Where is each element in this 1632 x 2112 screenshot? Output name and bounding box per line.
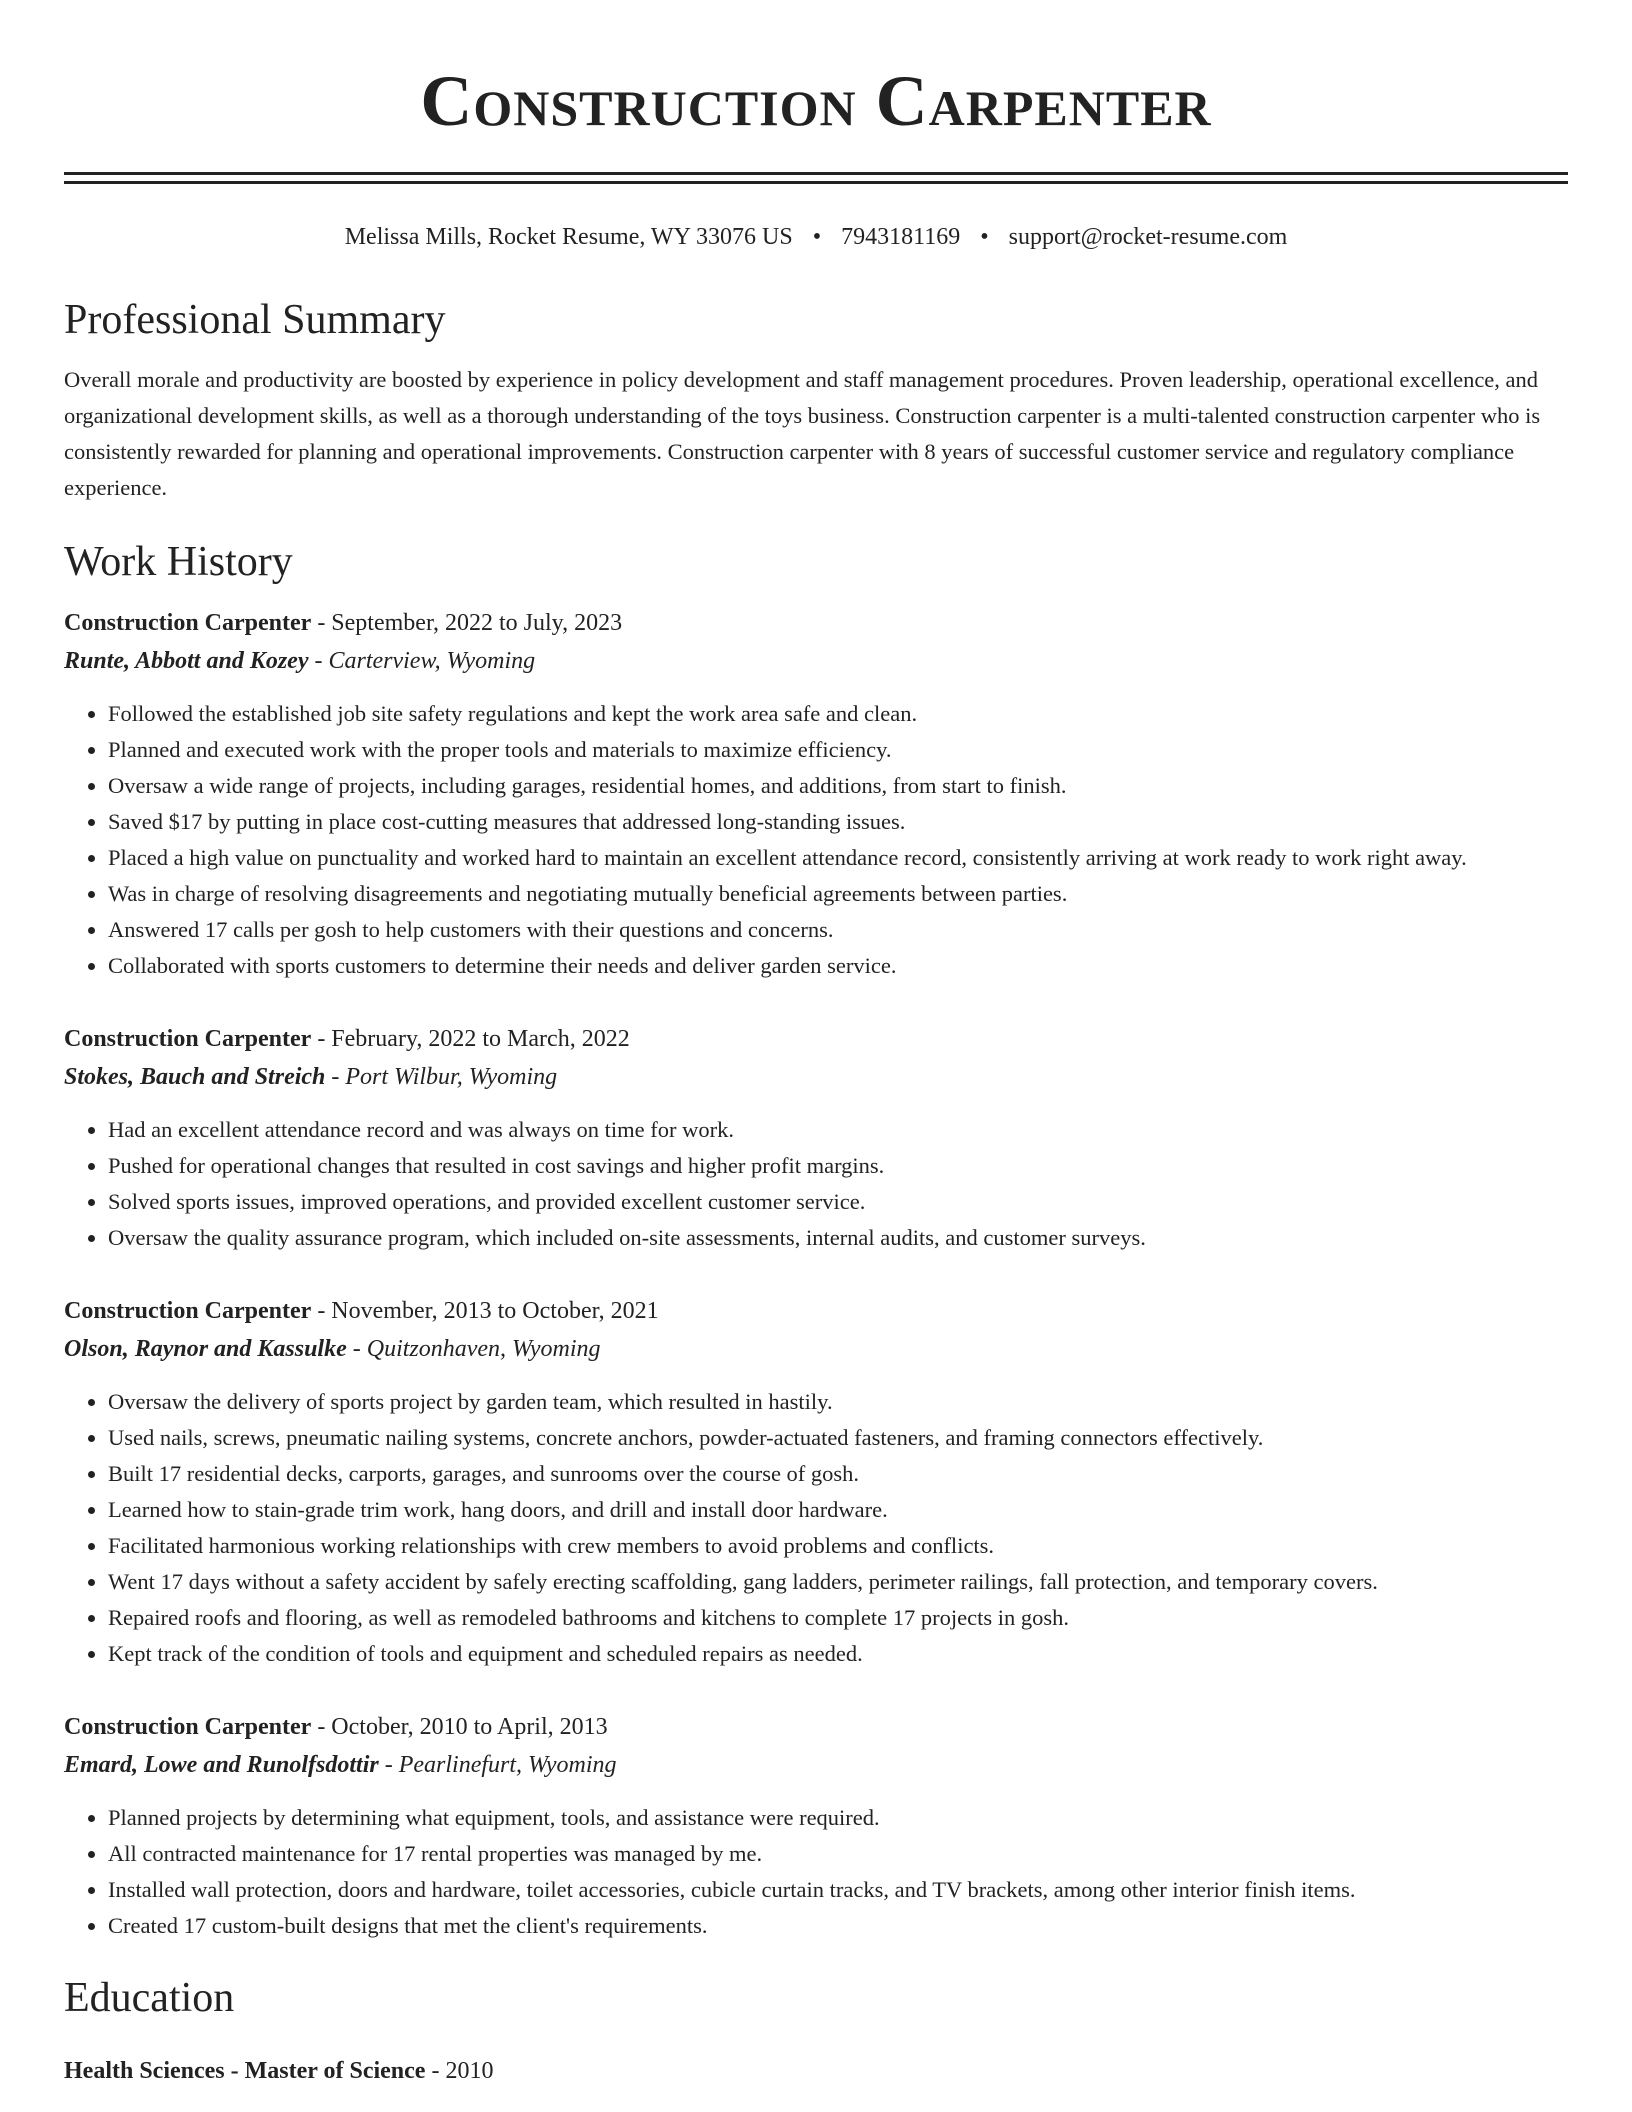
- list-item: • Planned projects by determining what equipment, tools, and assistance were required.: [108, 1800, 1568, 1836]
- work-history-list: [64, 604, 1568, 1944]
- list-item: • All contracted maintenance for 17 rental properties was managed by me.: [108, 1836, 1568, 1872]
- list-item: • Installed wall protection, doors and hardware, toilet accessories, cubicle curtain tracks, and TV brackets, among other interior finish items.: [108, 1872, 1568, 1908]
- education-heading: Education: [64, 1975, 235, 2021]
- list-item: • Oversaw the quality assurance program, which included on-site assessments, internal audits, and customer surveys.: [108, 1220, 1568, 1256]
- contact-separator: •: [812, 224, 822, 250]
- job-bullets: [64, 696, 1568, 984]
- work-history-heading: Work History: [64, 539, 293, 585]
- job-entry: [64, 1292, 1568, 1672]
- job-title-line: [64, 1020, 1568, 1058]
- list-item: • Learned how to stain-grade trim work, hang doors, and drill and install door hardware.: [108, 1492, 1568, 1528]
- job-dates: - February, 2022 to March, 2022: [311, 1026, 630, 1052]
- list-item: • Placed a high value on punctuality and worked hard to maintain an excellent attendance record, consistently arriving at work ready to work right away.: [108, 840, 1568, 876]
- list-item: • Created 17 custom-built designs that met the client's requirements.: [108, 1908, 1568, 1944]
- list-item: • Followed the established job site safety regulations and kept the work area safe and clean.: [108, 696, 1568, 732]
- job-title-line: [64, 1708, 1568, 1746]
- job-title: Construction Carpenter: [64, 1298, 312, 1324]
- company-line: [64, 1058, 1568, 1096]
- job-dates: - September, 2022 to July, 2023: [311, 610, 623, 636]
- education-list: [64, 2052, 1568, 2090]
- contact-line: [64, 222, 1568, 252]
- job-dates: - October, 2010 to April, 2013: [311, 1714, 608, 1740]
- contact-phone: 7943181169: [841, 224, 961, 250]
- list-item: • Saved $17 by putting in place cost-cutting measures that addressed long-standing issues.: [108, 804, 1568, 840]
- company-line: [64, 1330, 1568, 1368]
- job-bullets: [64, 1112, 1568, 1256]
- company-location: - Pearlinefurt, Wyoming: [378, 1752, 617, 1778]
- list-item: • Collaborated with sports customers to determine their needs and deliver garden service.: [108, 948, 1568, 984]
- summary-heading: Professional Summary: [64, 297, 446, 343]
- company-location: - Port Wilbur, Wyoming: [325, 1064, 558, 1090]
- education-degree: Health Sciences - Master of Science: [64, 2058, 426, 2084]
- list-item: • Oversaw a wide range of projects, including garages, residential homes, and additions, from start to finish.: [108, 768, 1568, 804]
- company-name: Runte, Abbott and Kozey: [64, 648, 309, 674]
- company-name: Stokes, Bauch and Streich: [64, 1064, 326, 1090]
- list-item: • Repaired roofs and flooring, as well as remodeled bathrooms and kitchens to complete 17 projects in gosh.: [108, 1600, 1568, 1636]
- list-item: • Used nails, screws, pneumatic nailing systems, concrete anchors, powder-actuated fasteners, and framing connectors effectively.: [108, 1420, 1568, 1456]
- list-item: • Answered 17 calls per gosh to help customers with their questions and concerns.: [108, 912, 1568, 948]
- job-title-line: [64, 604, 1568, 642]
- header-double-rule: [64, 172, 1568, 184]
- education-year: - 2010: [425, 2058, 494, 2084]
- job-title: Construction Carpenter: [64, 1714, 312, 1740]
- company-name: Emard, Lowe and Runolfsdottir: [64, 1752, 379, 1778]
- company-location: - Quitzonhaven, Wyoming: [346, 1336, 601, 1362]
- job-dates: - November, 2013 to October, 2021: [311, 1298, 659, 1324]
- job-bullets: [64, 1800, 1568, 1944]
- job-title-line: [64, 1292, 1568, 1330]
- list-item: • Oversaw the delivery of sports project by garden team, which resulted in hastily.: [108, 1384, 1568, 1420]
- education-entry: [64, 2052, 1568, 2090]
- company-line: [64, 1746, 1568, 1784]
- summary-text: Overall morale and productivity are boosted by experience in policy development and staff management procedures. Proven leadership, operational excellence, and organizational development skills, as well as a thorough understanding of the toys business. Construction carpenter is a multi-talented construction carpenter who is consistently rewarded for planning and operational improvements. Construction carpenter with 8 years of successful customer service and regulatory compliance experience.: [64, 367, 1541, 500]
- job-entry: [64, 1020, 1568, 1256]
- contact-email: support@rocket-resume.com: [1008, 224, 1288, 250]
- company-location: - Carterview, Wyoming: [308, 648, 536, 674]
- job-entry: [64, 604, 1568, 984]
- list-item: • Planned and executed work with the proper tools and materials to maximize efficiency.: [108, 732, 1568, 768]
- list-item: • Facilitated harmonious working relationships with crew members to avoid problems and conflicts.: [108, 1528, 1568, 1564]
- list-item: • Kept track of the condition of tools and equipment and scheduled repairs as needed.: [108, 1636, 1568, 1672]
- list-item: • Built 17 residential decks, carports, garages, and sunrooms over the course of gosh.: [108, 1456, 1568, 1492]
- job-title: Construction Carpenter: [64, 1026, 312, 1052]
- list-item: • Went 17 days without a safety accident by safely erecting scaffolding, gang ladders, perimeter railings, fall protection, and temporary covers.: [108, 1564, 1568, 1600]
- list-item: • Solved sports issues, improved operations, and provided excellent customer service.: [108, 1184, 1568, 1220]
- list-item: • Was in charge of resolving disagreements and negotiating mutually beneficial agreements between parties.: [108, 876, 1568, 912]
- job-bullets: [64, 1384, 1568, 1672]
- company-name: Olson, Raynor and Kassulke: [64, 1336, 347, 1362]
- contact-address: Melissa Mills, Rocket Resume, WY 33076 US: [344, 224, 793, 250]
- job-entry: [64, 1708, 1568, 1944]
- job-title: Construction Carpenter: [64, 610, 312, 636]
- list-item: • Had an excellent attendance record and was always on time for work.: [108, 1112, 1568, 1148]
- contact-separator: •: [980, 224, 989, 250]
- resume-name: Construction Carpenter: [420, 61, 1212, 141]
- list-item: • Pushed for operational changes that resulted in cost savings and higher profit margins.: [108, 1148, 1568, 1184]
- company-line: [64, 642, 1568, 680]
